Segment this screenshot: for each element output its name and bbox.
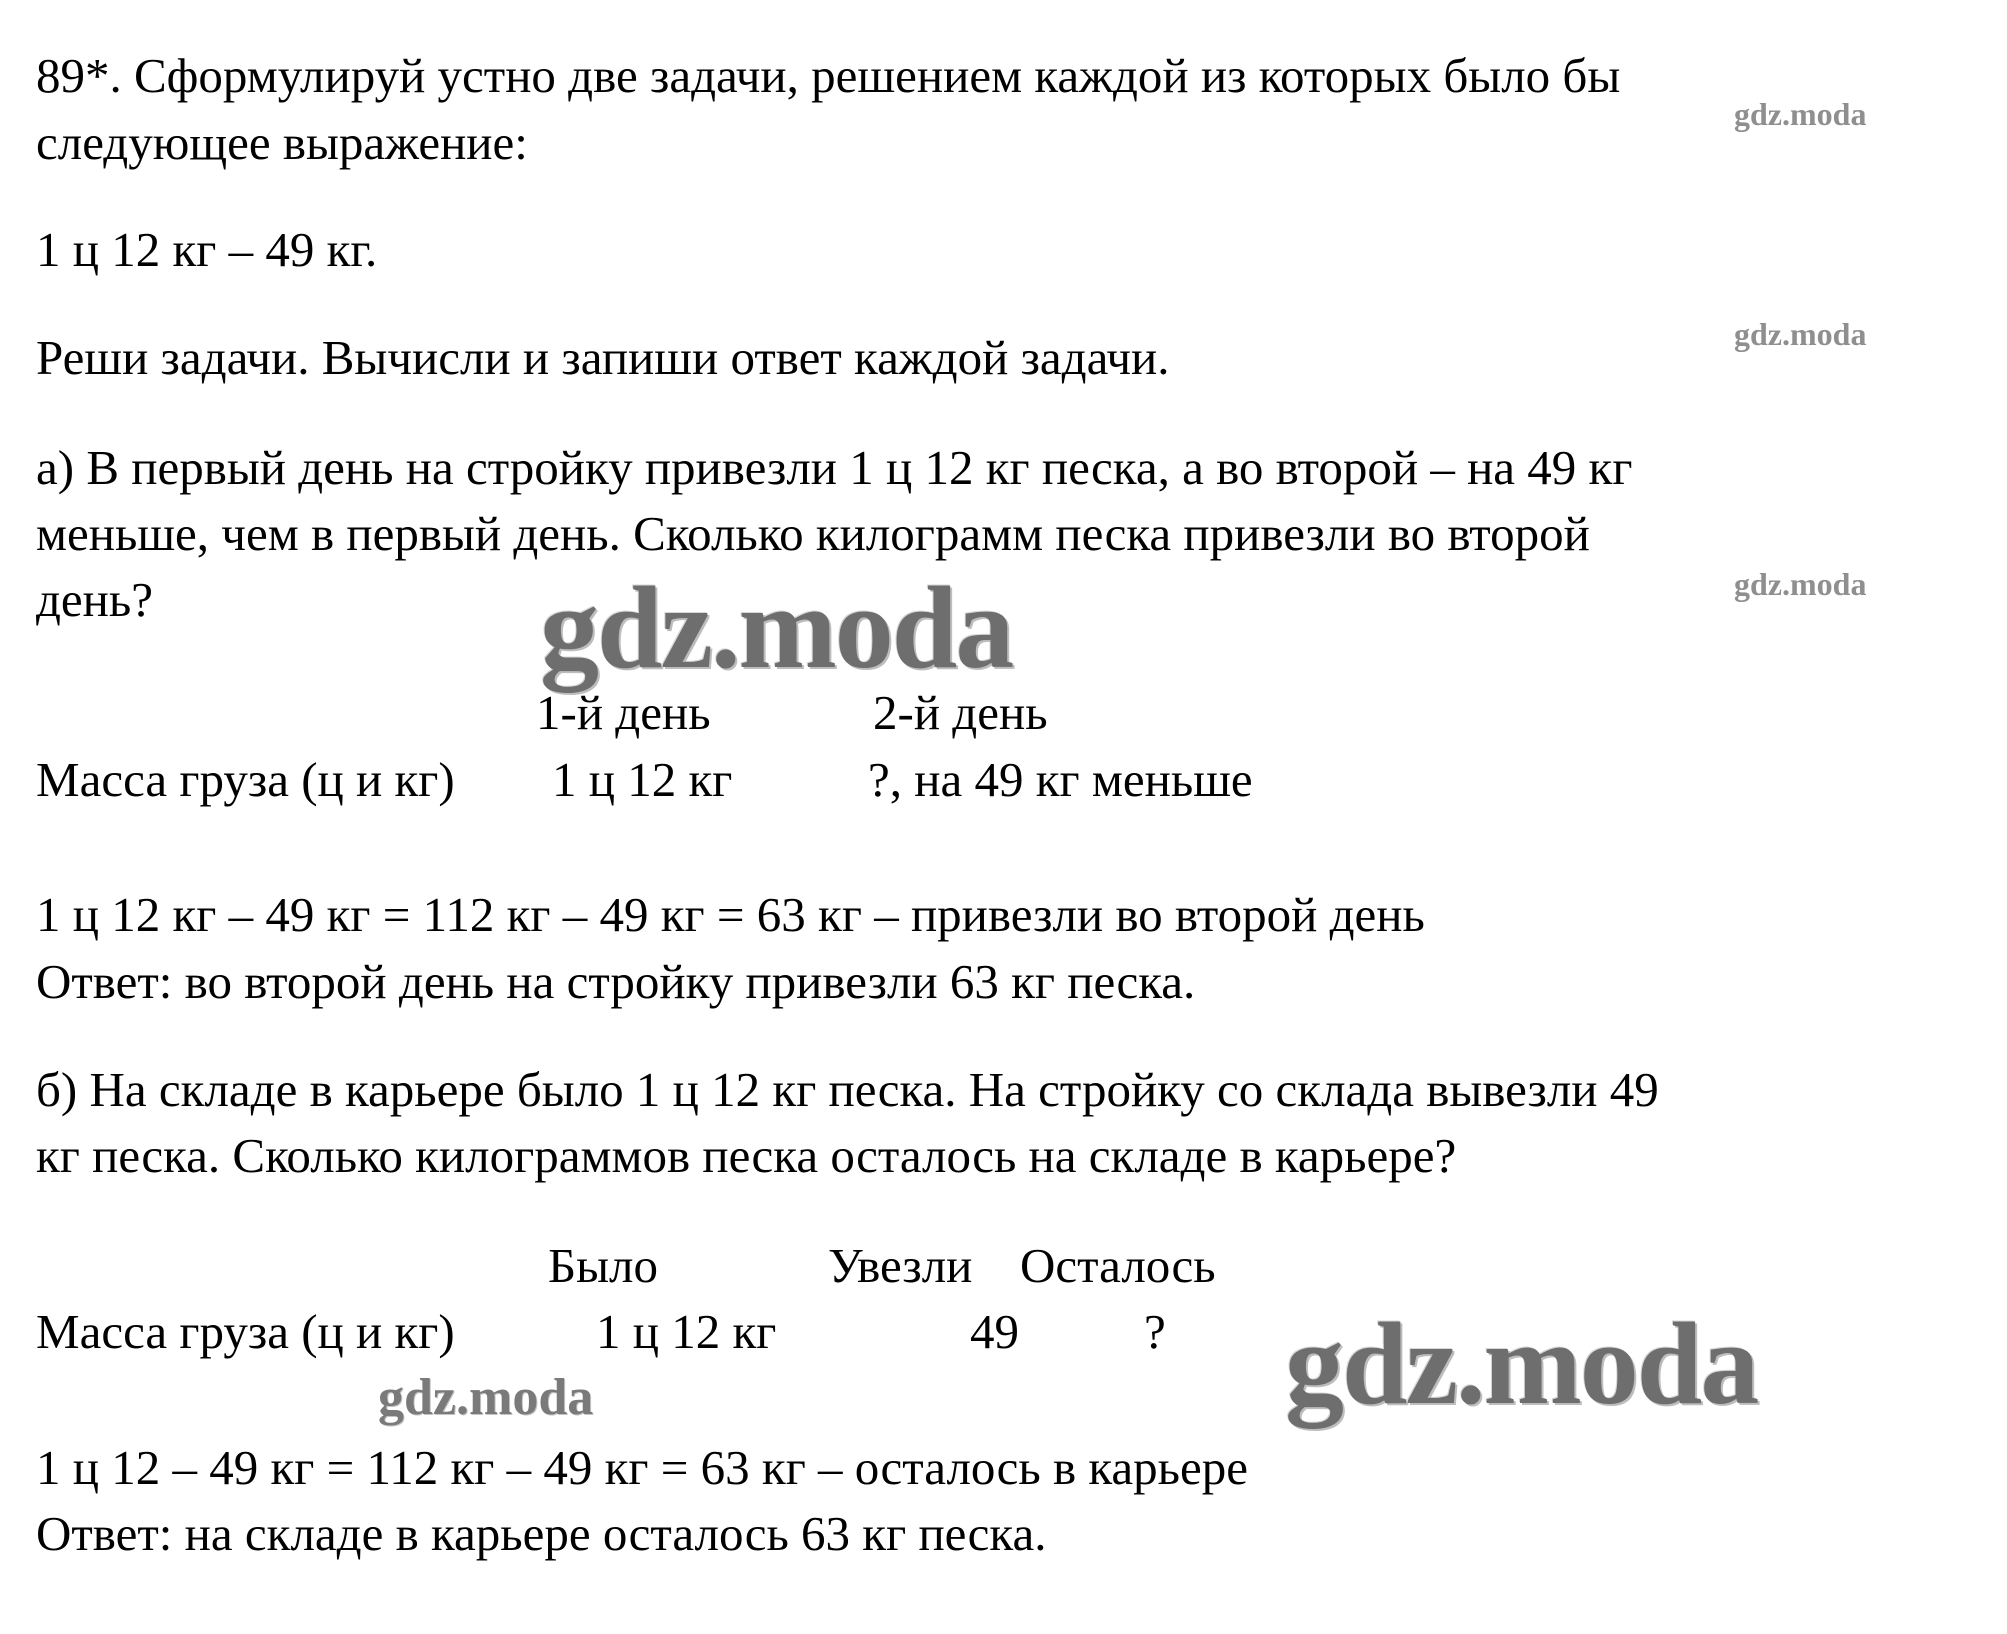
- part-b-col2-header: Увезли: [828, 1238, 973, 1293]
- part-b-line-1: б) На складе в карьере было 1 ц 12 кг песка. На стройку со склада вывезли 49: [36, 1062, 1659, 1117]
- part-a-line-2: меньше, чем в первый день. Сколько килограмм песка привезли во второй: [36, 506, 1590, 561]
- part-b-col1-value: 1 ц 12 кг: [596, 1304, 777, 1359]
- part-a-solution: 1 ц 12 кг – 49 кг = 112 кг – 49 кг = 63 кг – привезли во второй день: [36, 887, 1425, 942]
- task-expression: 1 ц 12 кг – 49 кг.: [36, 222, 378, 277]
- watermark-small-1: gdz.moda: [1734, 96, 1867, 132]
- part-a-row-label: Масса груза (ц и кг): [36, 752, 455, 807]
- watermark-small-2: gdz.moda: [1734, 316, 1867, 352]
- part-a-col2-header: 2-й день: [873, 685, 1048, 740]
- part-a-col1-value: 1 ц 12 кг: [552, 752, 733, 807]
- watermark-large-1: gdz.moda: [540, 562, 1013, 693]
- part-b-col2-value: 49: [970, 1304, 1019, 1359]
- part-a-line-1: а) В первый день на стройку привезли 1 ц 12 кг песка, а во второй – на 49 кг: [36, 440, 1633, 495]
- part-a-answer: Ответ: во второй день на стройку привезли 63 кг песка.: [36, 954, 1196, 1009]
- part-b-col3-value: ?: [1144, 1304, 1166, 1359]
- part-b-answer: Ответ: на складе в карьере осталось 63 кг песка.: [36, 1506, 1047, 1561]
- watermark-small-3: gdz.moda: [1734, 566, 1867, 602]
- watermark-medium: gdz.moda: [378, 1369, 594, 1426]
- part-b-solution: 1 ц 12 – 49 кг = 112 кг – 49 кг = 63 кг – осталось в карьере: [36, 1440, 1249, 1495]
- part-a-col2-value: ?, на 49 кг меньше: [868, 752, 1253, 807]
- part-a-col1-header: 1-й день: [536, 685, 711, 740]
- task-instruction: Реши задачи. Вычисли и запиши ответ каждой задачи.: [36, 330, 1170, 385]
- part-b-col1-header: Было: [548, 1238, 659, 1293]
- task-line-2: следующее выражение:: [36, 115, 528, 170]
- task-line-1: 89*. Сформулируй устно две задачи, решением каждой из которых было бы: [36, 48, 1621, 103]
- part-b-line-2: кг песка. Сколько килограммов песка осталось на складе в карьере?: [36, 1128, 1457, 1183]
- part-b-row-label: Масса груза (ц и кг): [36, 1304, 455, 1359]
- part-a-line-3: день?: [36, 572, 153, 627]
- watermark-large-2: gdz.moda: [1285, 1298, 1758, 1429]
- part-b-col3-header: Осталось: [1020, 1238, 1216, 1293]
